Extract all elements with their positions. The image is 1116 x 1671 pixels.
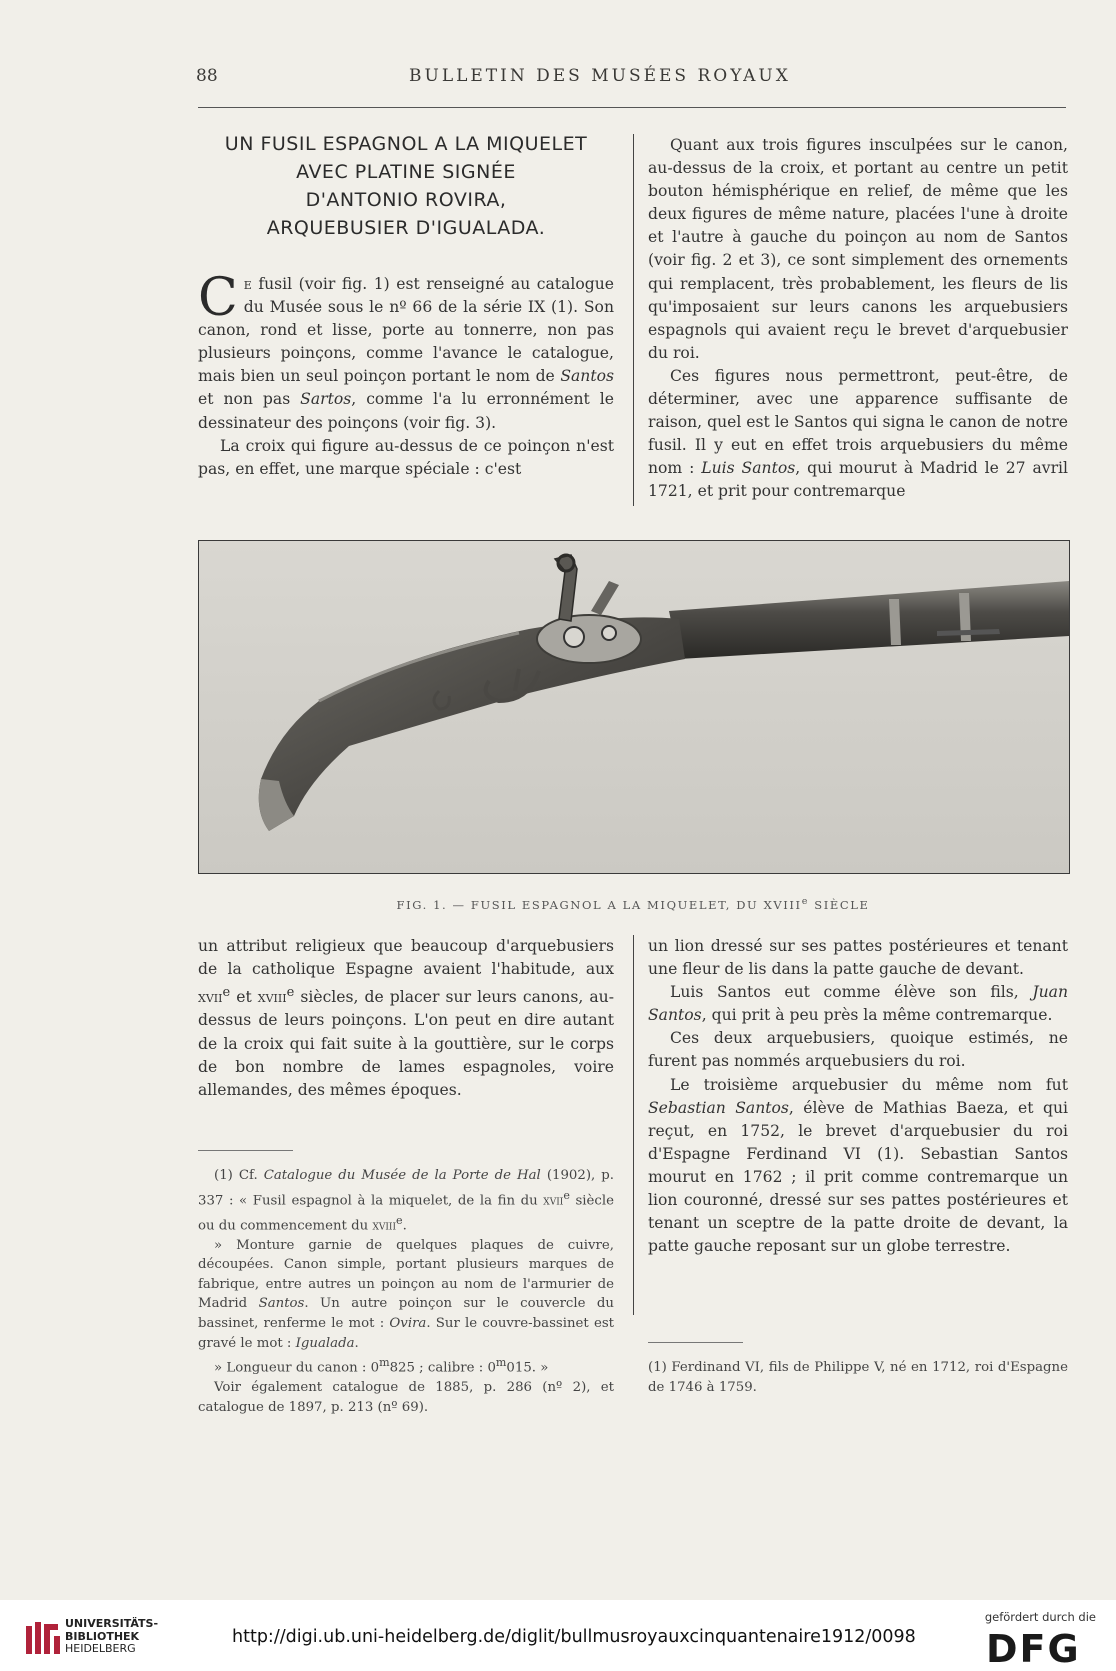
paragraph: Le troisième arquebusier du même nom fut Sebastian Santos, élève de Mathias Baeza, et qui reçut, en 1752, le brevet d'arquebusier du roi d'Espagne Ferdinand VI (1). Sebastian Santos mourut en 1762 ; il prit comme contremarque un lion couronné, dressé sur ses pattes postérieures et tenant un sceptre de la patte droite de devant, la patte gauche reposant sur un globe terrestre.: [648, 1075, 1068, 1256]
footnote-rule: [648, 1342, 743, 1343]
article-title: [190, 130, 622, 242]
lock-screw: [602, 626, 616, 640]
lock-screw: [564, 627, 584, 647]
paragraph: Ces deux arquebusiers, quoique estimés, ne furent pas nommés arquebusiers du roi.: [648, 1029, 1068, 1071]
footnote: » Longueur du canon : 0$^m$825 ; calibre : 0$^m$015. »: [214, 1356, 549, 1376]
paragraph: un attribut religieux que beaucoup d'arquebusiers de la catholique Espagne avaient l'habitude, aux xvii$^e$ et xviii$^e$ siècles, de placer sur leurs canons, au-dessus de leurs poinçons. L'on peut en dire autant de la croix qui fait suite à la gouttière, sur le corps de bon nombre de lames espagnoles, voire allemandes, des mêmes époques.: [198, 937, 614, 1099]
footnote: (1) Ferdinand VI, fils de Philippe V, né en 1712, roi d'Espagne de 1746 à 1759.: [648, 1360, 1068, 1395]
library-name: UNIVERSITÄTS- BIBLIOTHEK HEIDELBERG: [65, 1617, 159, 1655]
title-line: UN FUSIL ESPAGNOL A LA MIQUELET: [224, 133, 588, 155]
barrel-band: [889, 599, 901, 645]
column-divider: [633, 134, 634, 506]
lock-plate: [537, 615, 641, 663]
left-column-bottom: [198, 935, 614, 1102]
paragraph: Luis Santos eut comme élève son fils, Juan Santos, qui prit à peu près la même contremarque.: [648, 983, 1068, 1025]
title-line: ARQUEBUSIER D'IGUALADA.: [266, 217, 546, 239]
left-column-top: [198, 268, 614, 481]
figure-caption: FIG. 1. — FUSIL ESPAGNOL A LA MIQUELET, DU XVIIIe SIÈCLE: [396, 896, 870, 912]
university-library-logo-icon: [24, 1618, 64, 1658]
title-line: D'ANTONIO ROVIRA,: [305, 189, 507, 211]
paragraph: Ces figures nous permettront, peut-être, de déterminer, avec une apparence suffisante de raison, quel est le Santos qui signa le canon de notre fusil. Il y eut en effet trois arquebusiers du même nom : Luis Santos, qui mourut à Madrid le 27 avril 1721, et prit pour contremarque: [648, 366, 1068, 501]
page-number: 88: [196, 66, 218, 86]
right-column-top: [648, 134, 1068, 504]
source-url-link[interactable]: http://digi.ub.uni-heidelberg.de/diglit/bullmusroyauxcinquantenaire1912/0098: [232, 1627, 916, 1647]
footnote: (1) Cf. Catalogue du Musée de la Porte de Hal (1902), p. 337 : « Fusil espagnol à la miquelet, de la fin du xvii$^e$ siècle ou du commencement du xviii$^e$.: [198, 1168, 614, 1234]
figure-musket-photo: [198, 540, 1070, 874]
drop-cap: C: [198, 268, 238, 328]
footnote: » Monture garnie de quelques plaques de cuivre, découpées. Canon simple, portant plusieurs marques de fabrique, entre autres un poinçon au nom de l'armurier de Madrid Santos. Un autre poinçon sur le couvercle du bassinet, renferme le mot : Ovira. Sur le couvre-bassinet est gravé le mot : Igualada.: [198, 1237, 615, 1351]
header-rule: [198, 107, 1066, 108]
dfg-logo-icon: [986, 1630, 1098, 1666]
paragraph: Quant aux trois figures insculpées sur le canon, au-dessus de la croix, et portant au centre un petit bouton hémisphérique en relief, de même que les deux figures de même nature, placées l'une à droite et l'autre à gauche du poinçon au nom de Santos (voir fig. 2 et 3), ce sont simplement des ornements qui remplacent, très probablement, les fleurs de lis qu'imposaient sur leurs canons les arquebusiers espagnols qui avaient reçu le brevet d'arquebusier du roi.: [648, 136, 1068, 362]
right-column-bottom: [648, 935, 1068, 1258]
digitization-footer: [0, 1600, 1116, 1671]
title-line: AVEC PLATINE SIGNÉE: [296, 161, 516, 183]
svg-text:DFG: DFG: [986, 1630, 1081, 1666]
paragraph: La croix qui figure au-dessus de ce poinçon n'est pas, en effet, une marque spéciale : c'est: [198, 436, 614, 478]
column-divider: [633, 935, 634, 1315]
paragraph: Ce fusil (voir fig. 1) est renseigné au catalogue du Musée sous le nº 66 de la série IX (1). Son canon, rond et lisse, porte au tonnerre, non pas plusieurs poinçons, comme l'avance le catalogue, mais bien un seul poinçon portant le nom de Santos et non pas Sartos, comme l'a lu erronnément le dessinateur des poinçons (voir fig. 3).: [198, 268, 614, 432]
running-title: BULLETIN DES MUSÉES ROYAUX: [409, 66, 791, 86]
musket-illustration: [199, 541, 1069, 873]
footnotes-left: [198, 1166, 614, 1417]
running-head: [196, 66, 1068, 92]
footnote-rule: [198, 1150, 293, 1151]
funding-label: gefördert durch die: [984, 1610, 1096, 1624]
footnote: Voir également catalogue de 1885, p. 286 (nº 2), et catalogue de 1897, p. 213 (nº 69).: [198, 1380, 614, 1415]
footnote-right: [648, 1358, 1068, 1397]
paragraph: un lion dressé sur ses pattes postérieures et tenant une fleur de lis dans la patte gauche de devant.: [648, 937, 1068, 979]
